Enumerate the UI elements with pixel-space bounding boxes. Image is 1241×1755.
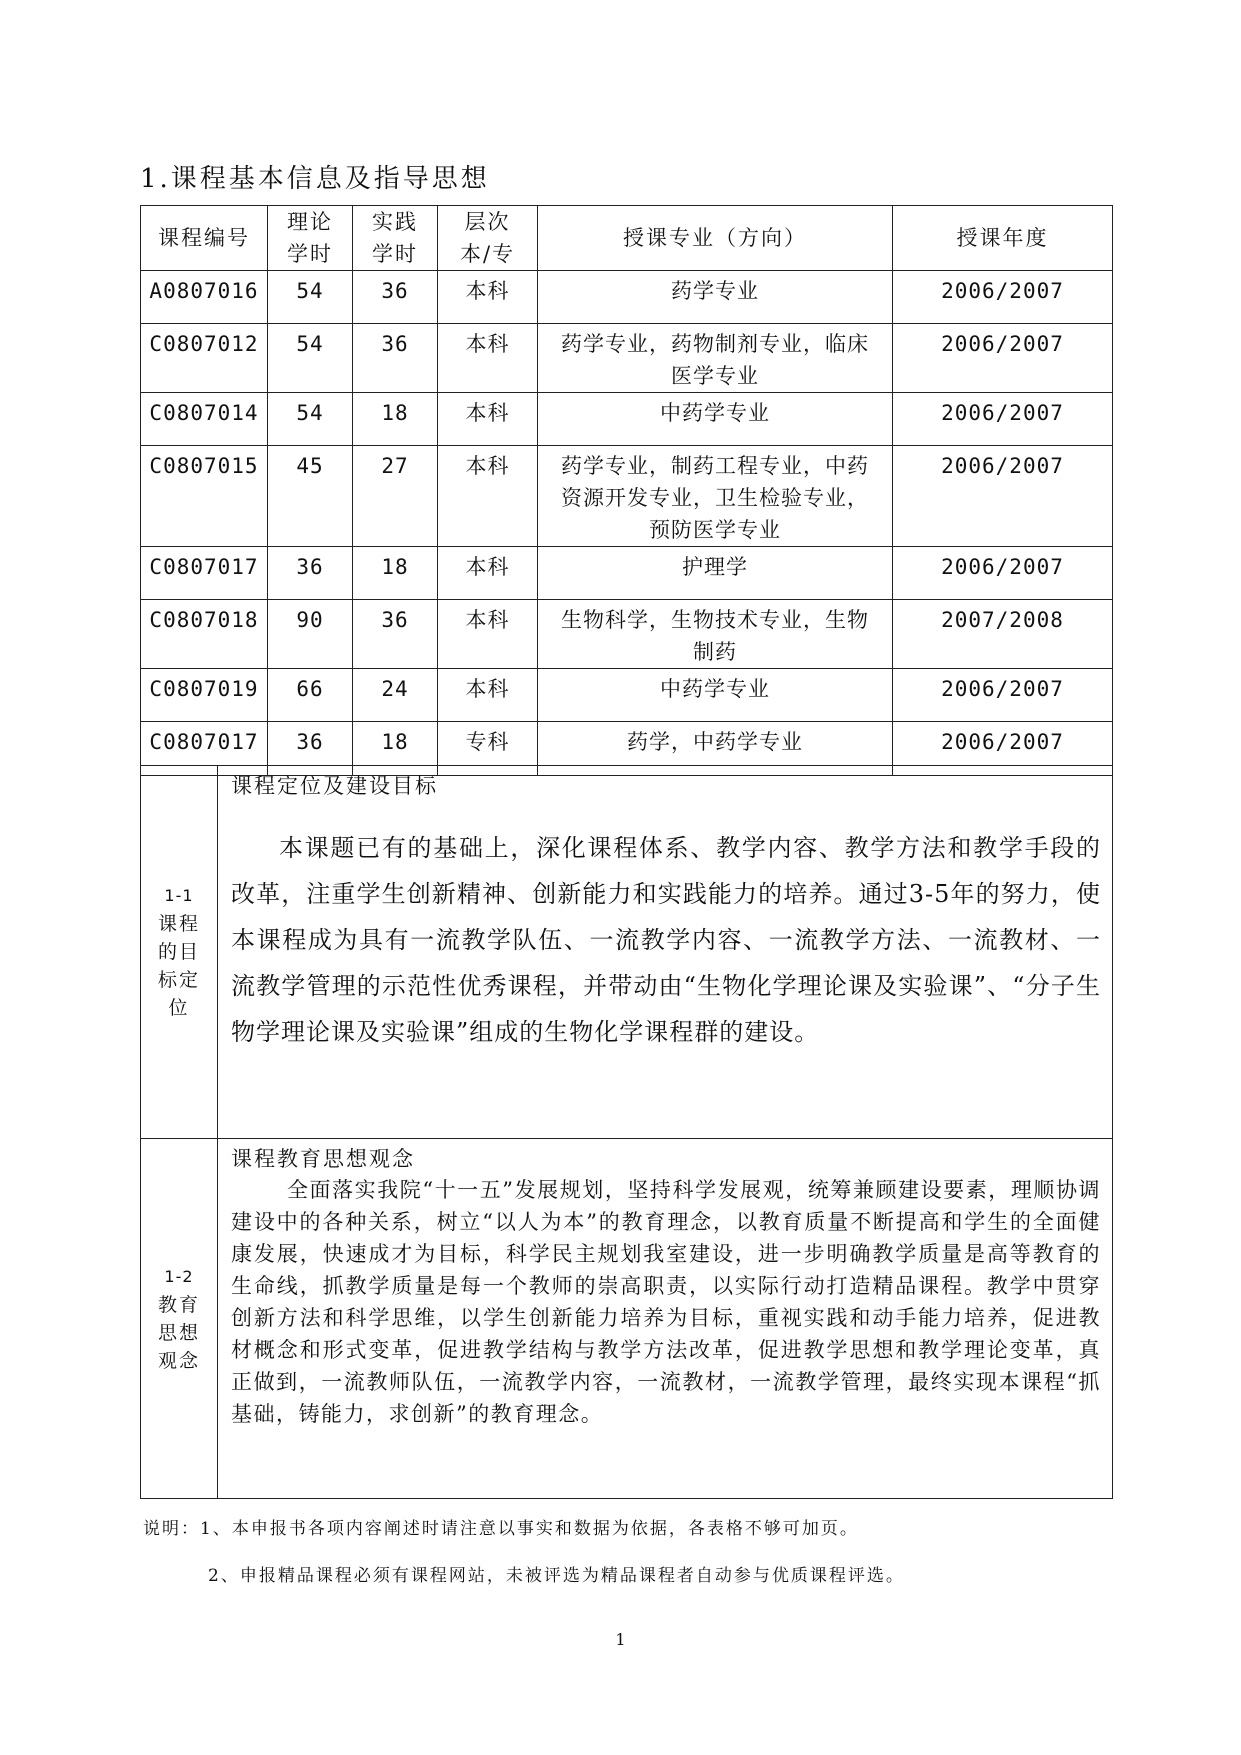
course-year: 2007/2008 [893, 600, 1113, 669]
practice-hours: 36 [353, 324, 438, 393]
section-1-1-label-line: 的目 [157, 941, 200, 963]
section-1-2-label-line: 观念 [157, 1349, 200, 1372]
section-1-2-heading: 课程教育思想观念 [231, 1147, 415, 1171]
section-1-1-heading: 课程定位及建设目标 [231, 774, 438, 798]
course-level: 本科 [438, 324, 538, 393]
course-major: 药学专业 [538, 271, 893, 324]
section-1-1-label-line: 课程 [157, 913, 200, 935]
section-title: 1.课程基本信息及指导思想 [140, 164, 490, 194]
section-1-1-label [141, 766, 218, 1139]
table-row [141, 393, 1113, 446]
course-major: 中药学专业 [538, 393, 893, 446]
header-theory-hours [268, 206, 353, 271]
table-row [141, 600, 1113, 669]
header-level-line1: 层次 [464, 210, 511, 234]
section-1-2-body: 全面落实我院“十一五”发展规划，坚持科学发展观，统筹兼顾建设要素，理顺协调建设中的各种关系，树立“以人为本”的教育理念，以教育质量不断提高和学生的全面健康发展，快速成才为目标，科学民主规划我室建设，进一步明确教学质量是高等教育的生命线，抓教学质量是每一个教师的崇高职责，以实际行动打造精品课程。教学中贯穿创新方法和科学思维，以学生创新能力培养为目标，重视实践和动手能力培养，促进教材概念和形式变革，促进教学结构与教学方法改革，促进教学思想和教学理论变革，真正做到，一流教师队伍，一流教学内容，一流教材，一流教学管理，最终实现本课程“抓基础，铸能力，求创新”的教育理念。 [231, 1178, 1101, 1426]
section-1-2-content [218, 1139, 1113, 1499]
table-row [141, 271, 1113, 324]
course-year: 2006/2007 [893, 669, 1113, 722]
course-level: 本科 [438, 547, 538, 600]
course-year: 2006/2007 [893, 547, 1113, 600]
theory-hours: 90 [268, 600, 353, 669]
course-major: 中药学专业 [538, 669, 893, 722]
section-1-2-label [141, 1139, 218, 1499]
course-code: C0807017 [141, 722, 268, 776]
course-major: 护理学 [538, 547, 893, 600]
page-number: 1 [615, 1630, 626, 1649]
table-row [141, 446, 1113, 547]
course-level: 本科 [438, 600, 538, 669]
table-row [141, 547, 1113, 600]
section-1-1-label-line: 位 [168, 997, 190, 1019]
header-level-line2: 本/专 [459, 242, 516, 266]
theory-hours: 45 [268, 446, 353, 547]
section-1-2-label-line: 教育 [157, 1293, 200, 1316]
section-1-1-code: 1-1 [164, 886, 194, 905]
theory-hours: 54 [268, 324, 353, 393]
course-code: C0807015 [141, 446, 268, 547]
header-practice-line2: 学时 [372, 242, 418, 266]
header-level [438, 206, 538, 271]
header-theory-line2: 学时 [287, 242, 333, 266]
course-major: 药学专业，制药工程专业，中药资源开发专业，卫生检验专业，预防医学专业 [538, 446, 893, 547]
course-code: C0807017 [141, 547, 268, 600]
table-header-row [141, 206, 1113, 271]
course-code: C0807012 [141, 324, 268, 393]
course-year: 2006/2007 [893, 722, 1113, 776]
practice-hours: 36 [353, 600, 438, 669]
section-1-1-label-line: 标定 [157, 969, 200, 991]
theory-hours: 36 [268, 547, 353, 600]
practice-hours: 24 [353, 669, 438, 722]
practice-hours: 27 [353, 446, 438, 547]
course-level: 本科 [438, 393, 538, 446]
header-practice-hours [353, 206, 438, 271]
footnote-2: 2、申报精品课程必须有课程网站，未被评选为精品课程者自动参与优质课程评选。 [208, 1566, 905, 1586]
section-1-2-table [140, 1138, 1113, 1499]
course-level: 本科 [438, 446, 538, 547]
header-major: 授课专业（方向） [538, 206, 893, 271]
course-year: 2006/2007 [893, 324, 1113, 393]
course-level: 本科 [438, 669, 538, 722]
practice-hours: 18 [353, 547, 438, 600]
course-code: C0807014 [141, 393, 268, 446]
course-code: A0807016 [141, 271, 268, 324]
header-practice-line1: 实践 [372, 210, 418, 234]
section-1-2-label-line: 思想 [157, 1321, 200, 1344]
course-year: 2006/2007 [893, 446, 1113, 547]
theory-hours: 54 [268, 393, 353, 446]
practice-hours: 18 [353, 722, 438, 776]
header-theory-line1: 理论 [287, 210, 333, 234]
course-major: 药学专业，药物制剂专业，临床医学专业 [538, 324, 893, 393]
theory-hours: 66 [268, 669, 353, 722]
theory-hours: 36 [268, 722, 353, 776]
section-1-2-code: 1-2 [164, 1266, 194, 1286]
course-major: 生物科学，生物技术专业，生物制药 [538, 600, 893, 669]
practice-hours: 18 [353, 393, 438, 446]
course-code: C0807019 [141, 669, 268, 722]
course-level: 专科 [438, 722, 538, 776]
course-code: C0807018 [141, 600, 268, 669]
course-major: 药学，中药学专业 [538, 722, 893, 776]
section-1-1-table [140, 765, 1113, 1139]
course-level: 本科 [438, 271, 538, 324]
course-year: 2006/2007 [893, 271, 1113, 324]
section-1-1-content [218, 766, 1113, 1139]
section-1-1-body: 本课题已有的基础上，深化课程体系、教学内容、教学方法和教学手段的改革，注重学生创新精神、创新能力和实践能力的培养。通过3-5年的努力，使本课程成为具有一流教学队伍、一流教学内容、一流教学方法、一流教材、一流教学管理的示范性优秀课程，并带动由“生物化学理论课及实验课”、“分子生物学理论课及实验课”组成的生物化学课程群的建设。 [231, 834, 1101, 1046]
practice-hours: 36 [353, 271, 438, 324]
table-row [141, 324, 1113, 393]
footnote-1: 说明：1、本申报书各项内容阐述时请注意以事实和数据为依据，各表格不够可加页。 [143, 1519, 859, 1539]
table-row [141, 669, 1113, 722]
header-code: 课程编号 [141, 206, 268, 271]
course-year: 2006/2007 [893, 393, 1113, 446]
theory-hours: 54 [268, 271, 353, 324]
course-info-table [140, 205, 1113, 776]
header-year: 授课年度 [893, 206, 1113, 271]
